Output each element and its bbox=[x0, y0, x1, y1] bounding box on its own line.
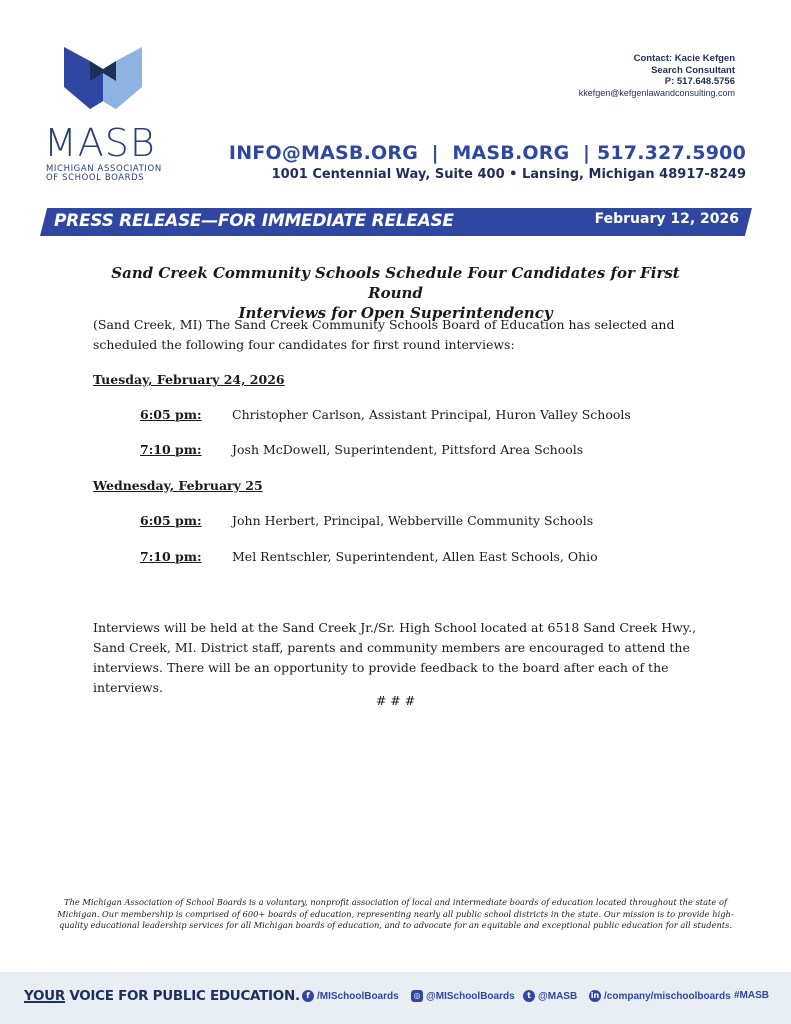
contact-role: Search Consultant bbox=[651, 64, 735, 76]
masb-disclaimer: The Michigan Association of School Boards is a voluntary, nonprofit association of local and intermediate boards of education located throughout the state of Michigan. Our membership is comprised of 600+ boards of education, representing nearly all public school districts in the state. Our mission is to provide high-quality educational leadership services for all Michigan boards of education, and to advocate for an equitable and exceptional public education for all students. bbox=[57, 897, 734, 930]
hashtag-link[interactable]: #MASB bbox=[734, 990, 770, 1001]
schedule-day-1: Tuesday, February 24, 2026 bbox=[93, 372, 285, 387]
masb-logo-subtitle: MICHIGAN ASSOCIATION OF SCHOOL BOARDS bbox=[46, 164, 162, 183]
instagram-icon: ◎ bbox=[411, 990, 423, 1002]
slot-time: 6:05 pm: bbox=[140, 513, 202, 528]
facebook-icon: f bbox=[302, 990, 314, 1002]
end-marks: # # # bbox=[375, 693, 416, 708]
slot-candidate: Mel Rentschler, Superintendent, Allen East Schools, Ohio bbox=[232, 549, 598, 564]
slot-candidate: Josh McDowell, Superintendent, Pittsford Area Schools bbox=[232, 442, 584, 457]
linkedin-icon: in bbox=[590, 991, 600, 1000]
slot-time: 6:05 pm: bbox=[140, 407, 202, 422]
slot-time: 7:10 pm: bbox=[140, 549, 202, 564]
release-headline: Sand Creek Community Schools Schedule Four Candidates for First Round Interviews for Open Superintendency bbox=[111, 264, 680, 322]
contact-name: Contact: Kacie Kefgen bbox=[633, 53, 735, 64]
footer-tagline: YOUR VOICE FOR PUBLIC EDUCATION. bbox=[24, 988, 300, 1004]
org-address: 1001 Centennial Way, Suite 400 • Lansing, Michigan 48917-8249 bbox=[271, 167, 746, 182]
release-closing: Interviews will be held at the Sand Creek Jr./Sr. High School located at 6518 Sand Creek Hwy., Sand Creek, MI. District staff, parents and community members are encouraged to attend the interviews. There will be an opportunity to provide feedback to the board after each of the interviews. bbox=[93, 620, 697, 695]
slot-candidate: John Herbert, Principal, Webberville Community Schools bbox=[232, 513, 594, 528]
release-intro: (Sand Creek, MI) The Sand Creek Community Schools Board of Education has selected and scheduled the following four candidates for first round interviews: bbox=[93, 317, 675, 352]
linkedin-link[interactable]: in /company/mischoolboards bbox=[590, 990, 731, 1002]
twitter-icon: t bbox=[523, 990, 535, 1002]
facebook-link[interactable]: f /MISchoolBoards bbox=[302, 990, 399, 1002]
schedule-day-2: Wednesday, February 25 bbox=[93, 478, 263, 493]
press-release-label: PRESS RELEASE—FOR IMMEDIATE RELEASE bbox=[54, 211, 454, 231]
contact-phone: P: 517.648.5756 bbox=[664, 76, 735, 87]
masb-logo-wordmark: MASB bbox=[44, 121, 156, 165]
twitter-link[interactable]: t @MASB bbox=[523, 990, 577, 1002]
slot-time: 7:10 pm: bbox=[140, 442, 202, 457]
masb-logo-mark-icon bbox=[64, 47, 142, 109]
contact-email[interactable]: kkefgen@kefgenlawandconsulting.com bbox=[578, 87, 735, 98]
contact-block bbox=[579, 53, 735, 99]
release-date: February 12, 2026 bbox=[594, 211, 739, 227]
org-contact-line: INFO@MASB.ORG | MASB.ORG | 517.327.5900 bbox=[228, 142, 746, 164]
slot-candidate: Christopher Carlson, Assistant Principal, Huron Valley Schools bbox=[232, 407, 631, 422]
instagram-link[interactable]: ◎ @MISchoolBoards bbox=[411, 990, 515, 1002]
